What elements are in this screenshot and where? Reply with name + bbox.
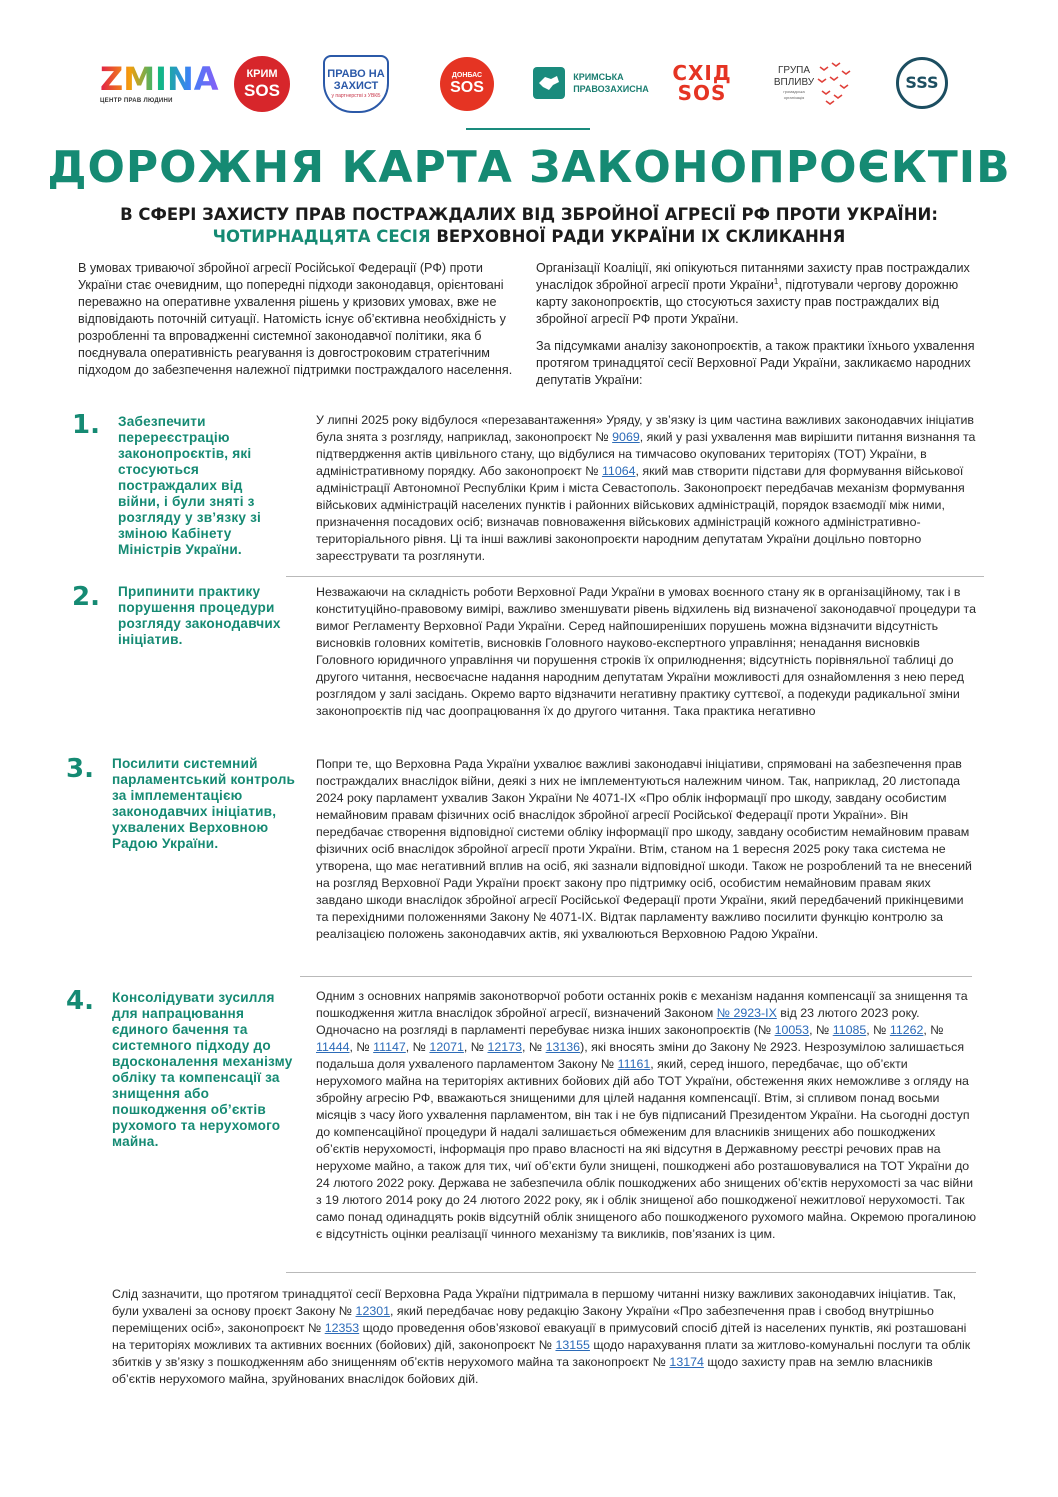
intro-right-column [536, 260, 976, 389]
body-text: щодо захисту прав на землю власників об’єктів нерухомого майна, зруйнованих внаслідок бойових дій. [112, 1355, 933, 1386]
bill-link-12071[interactable]: 12071 [429, 1040, 464, 1054]
shield-icon [323, 55, 389, 113]
crimean-human-rights-logo [526, 52, 656, 114]
crimea-map-icon [533, 67, 565, 99]
birds-icon [814, 59, 854, 107]
group-line1: ГРУПА [777, 65, 811, 76]
krym-sos-line2: SOS [244, 81, 280, 100]
shid-sos-line2: SOS [677, 81, 727, 105]
shid-sos-logo [672, 52, 732, 114]
body-text: , який передбачає нову редакцію Закону України «Про забезпечення прав і свобод внутрішньо переміщених осіб», законопроєкт № [112, 1304, 934, 1335]
body-text: Слід зазначити, що протягом тринадцятої сесії Верховна Рада України підтримала в першому читанні низку важливих законодавчих ініціатив. Так, були ухвалені за основу проєкт Закону № [112, 1287, 957, 1318]
body-text: щодо проведення обов’язкової евакуації в примусовий спосіб дітей із населених пунктів, які розташовані на територіях можливих та активних воєнних (бойових) дій, законопроєкт № [112, 1321, 967, 1352]
page-subtitle [0, 204, 1058, 248]
body-text: , № [521, 1040, 546, 1054]
subtitle-rest: ВЕРХОВНОЇ РАДИ УКРАЇНИ IX СКЛИКАННЯ [430, 227, 846, 246]
footnote-marker[interactable]: 1 [773, 276, 779, 286]
section-body: Незважаючи на складність роботи Верховної Ради України в умовах воєнного стану як в організаційному, так і в конституційно-правовому вимірі, важливо зменшувати рівень відхилень від визначеної законодавчої процедури та вимог Регламенту Верховної Ради України. Серед найпоширеніших порушень можна відзначити відсутність висновків головних комітетів, висновків Головного науково-експертного управління; ненадання висновків Головного юридичного управління чи порушення строків їх оприлюднення; відсутність порівняльної таблиці до другого читання, несвоєчасне надання народним депутатам України можливості для ознайомлення з нею перед розглядом у залі засідань. Окремо варто відзначити негативну практику суттєвої, а подекуди радикальної зміни законопроєктів під час доопрацювання їх до другого читання. Така практика негативно [316, 585, 976, 718]
section-heading: Припинити практику порушення процедури розгляду законодавчих ініціатив. [118, 584, 281, 647]
krym-sos-line1: КРИМ [246, 68, 278, 80]
body-text: , який, серед іншого, передбачає, що об’єкти нерухомого майна на територіях активних бойових дій або ТОТ України, обстеження яких неможливе з огляду на збройну агресію РФ, вважаються знищеними для цілей надання компенсації. Втім, зі спливом понад восьми місяців з часу його ухвалення парламентом, він так і не був підписаний Президентом України. На сьогодні доступ до компенсаційної процедури й надалі залишається обмеженим для власників знищених або пошкоджених об’єктів нерухомості, інформація про право власності на які відсутня в Державному реєстрі речових прав на нерухоме майно, а також для тих, чиї об’єкти були знищені, пошкоджені або розташовувалися на ТОТ України до 24 лютого 2022 року. Держава не забезпечила облік пошкоджених або знищених об’єктів нерухомості за час війни з 19 лютого 2014 року до 24 лютого 2022 року, як і облік знищеної або пошкодженої нежитлової нерухомості. Так само понад одинадцять років відсутній облік знищеного або пошкодженого рухомого майна. Окремою прогалиною є відсутність оцінки реалізації чинного механізму та викликів, пов’язаних із цим. [316, 1057, 977, 1241]
section-heading: Забезпечити перереєстрацію законопроєктів, які стосуються постраждалих від війни, і були зняті з розгляду у зв’язку зі зміною Кабінету Міністрів України. [118, 414, 261, 557]
bill-link-11147[interactable]: 11147 [373, 1040, 406, 1054]
crimea-line2: ПРАВОЗАХИСНА [573, 84, 649, 94]
section-divider [286, 1272, 976, 1273]
pravo-line3: у партнерстві з УВКБ [331, 93, 381, 99]
subtitle-highlight: ЧОТИРНАДЦЯТА СЕСІЯ [212, 227, 431, 246]
bill-link-9069[interactable]: 9069 [612, 430, 640, 444]
bill-link-11064[interactable]: 11064 [601, 464, 636, 478]
section-body [316, 988, 976, 1243]
shid-sos-line1: СХІД [672, 61, 732, 85]
section-number: 3. [66, 754, 94, 784]
intro-left-paragraph: В умовах триваючої збройної агресії Російської Федерації (РФ) проти України стає очевидним, що попередні підходи законодавця, орієнтовані переважно на оперативне ухвалення рішень у кризових умовах, вже не відповідають поточній ситуації. Натомість існує об’єктивна необхідність у розробленні та впровадженні системної законодавчої політики, яка б поєднувала оперативність реагування із довгостроковим стратегічним підходом до забезпечення належної підтримки постраждалого населення. [78, 261, 513, 377]
bill-link-11085[interactable]: 11085 [832, 1023, 867, 1037]
law-link-2923[interactable]: № 2923-IX [716, 1006, 777, 1020]
body-text: , № [923, 1023, 944, 1037]
body-text: , № [405, 1040, 430, 1054]
bill-link-11444[interactable]: 11444 [316, 1040, 350, 1054]
body-text: , який у разі ухвалення мав вирішити питання визнання та підтвердження актів цивільного стану, що відбулися на тимчасово окупованих територіях (ТОТ) України, в адміністративному порядку. Або законопроєкт № [316, 430, 976, 478]
intro-right-text: Організації Коаліції, які опікуються питаннями захисту прав постраждалих унаслідок збройної агресії проти України [536, 261, 970, 292]
bill-link-12353[interactable]: 12353 [324, 1321, 360, 1335]
section-divider [286, 576, 984, 577]
sss-logo [896, 57, 948, 109]
body-text: , № [349, 1040, 374, 1054]
bill-link-12301[interactable]: 12301 [355, 1304, 391, 1318]
donbas-sos-logo [440, 57, 494, 111]
body-text: , який мав створити підстави для формування військової адміністрації Автономної Республіки Крим і міста Севастополь. Законопроєкт передбачав механізм формування військових адміністрацій населених пунктів і районних військових адміністрацій, порядок взаємодії між ними, призначення посадових осіб; визначав повноваження військових адміністрацій кожного адміністративно-територіального рівня. Ці та інші важливі законопроєкти народним депутатам України доцільно повторно зареєструвати та розглянути. [316, 464, 965, 563]
subtitle-line1: В СФЕРІ ЗАХИСТУ ПРАВ ПОСТРАЖДАЛИХ ВІД ЗБРОЙНОЇ АГРЕСІЇ РФ ПРОТИ УКРАЇНИ: [120, 205, 938, 224]
section-number: 1. [72, 410, 100, 440]
bill-link-12173[interactable]: 12173 [487, 1040, 522, 1054]
section-divider [300, 976, 972, 977]
group-line2: ВПЛИВУ [773, 77, 815, 88]
krym-sos-logo [234, 56, 290, 112]
closing-paragraph [112, 1286, 974, 1388]
body-text: ), які вносять зміни до Закону № 2923. Незрозумілою залишається подальша доля ухваленого парламентом Закону № [316, 1040, 965, 1071]
zmina-wordmark: ZMINA [100, 60, 219, 98]
crimea-line1: КРИМСЬКА [573, 72, 624, 82]
law-link-11161[interactable]: 11161 [617, 1057, 651, 1071]
bill-link-13174[interactable]: 13174 [669, 1355, 704, 1369]
body-text: Одним з основних напрямів законотворчої роботи останніх років є механізм надання компенсації за знищення та пошкодження житла внаслідок збройної агресії, визначений Законом [316, 989, 968, 1020]
section-heading: Посилити системний парламентський контроль за імплементацією законодавчих ініціатив, ухвалених Верховною Радою України. [112, 756, 296, 851]
intro-right-paragraph-1 [536, 260, 976, 328]
bill-link-11262[interactable]: 11262 [889, 1023, 924, 1037]
intro-right-paragraph-2: За підсумками аналізу законопроєктів, а також практики їхнього ухвалення протягом тринадцятої сесії Верховної Ради України, закликаємо народних депутатів України: [536, 339, 975, 387]
sss-wordmark: SSS [905, 73, 939, 92]
pravo-na-zakhyst-logo [322, 54, 390, 114]
subtitle-line2 [0, 226, 1058, 248]
section-heading: Консолідувати зусилля для напрацювання єдиного бачення та системного підходу до вдосконалення механізму обліку та компенсації за знищення або пошкодження об’єктів рухомого та нерухомого майна. [112, 990, 293, 1149]
page-title: ДОРОЖНЯ КАРТА ЗАКОНОПРОЄКТІВ [47, 142, 1011, 193]
partner-logos [96, 52, 952, 118]
pravo-line2: ЗАХИСТ [333, 80, 379, 92]
donbas-sos-line2: SOS [450, 79, 484, 96]
body-text: У липні 2025 року відбулося «перезавантаження» Уряду, у зв’язку із цим частина важливих законодавчих ініціатив була знята з розгляду, наприклад, законопроєкт № [316, 413, 975, 444]
section-number: 2. [72, 582, 100, 612]
intro-left-column [78, 260, 518, 379]
bill-link-10053[interactable]: 10053 [774, 1023, 810, 1037]
section-body [316, 412, 976, 565]
bill-link-13136[interactable]: 13136 [545, 1040, 581, 1054]
intro-right-text-end: , підготували чергову дорожню карту законопроєктів, що стосуються захисту прав постраждалих від збройної агресії РФ проти України. [536, 278, 959, 326]
zmina-logo [100, 52, 219, 114]
pravo-line1: ПРАВО НА [327, 68, 385, 80]
title-divider [466, 128, 590, 130]
body-text: від 23 лютого 2023 року. Одночасно на розгляді в парламенті перебуває низка інших законопроєктів (№ [316, 1006, 920, 1037]
bill-link-13155[interactable]: 13155 [555, 1338, 590, 1352]
section-body: Попри те, що Верховна Рада України ухвалює важливі законодавчі ініціативи, спрямовані на забезпечення прав постраждалих внаслідок війни, деякі з них не імплементуються належним чином. Так, наприклад, 20 листопада 2024 року парламент ухвалив Закон України № 4071-IX «Про облік інформації про шкоду, завдану особистим немайновим правам фізичних осіб внаслідок збройної агресії Російської Федерації проти України». Він передбачає створення відповідної системи обліку інформації про шкоду, завдану особистим немайновим правам фізичних осіб внаслідок збройної агресії проти України. Втім, станом на 1 вересня 2025 року така система не утворена, що має негативний вплив на осіб, які зазнали відповідної шкоди. Також не розроблений та не внесений на розгляд Верховної Ради України проєкт закону про підтримку осіб, особистим немайновим правам яких завдано шкоди внаслідок збройної агресії Російської Федерації проти України, який передбачений прикінцевими та перехідними положеннями Закону № 4071-IX. Відтак парламенту важливо посилити функцію контролю за реалізацією положень законодавчих актів, які ухвалюються Верховною Радою України. [316, 757, 972, 941]
group-line3: громадська [783, 89, 805, 94]
section-number: 4. [66, 986, 94, 1016]
body-text: , № [463, 1040, 488, 1054]
zmina-subtitle: ЦЕНТР ПРАВ ЛЮДИНИ [100, 98, 173, 104]
body-text: щодо нарахування плати за житлово-комунальні послуги та облік збитків у зв’язку з пошкодженням або знищенням об’єктів нерухомого майна та законопроєкт № [112, 1338, 971, 1369]
body-text: , № [809, 1023, 833, 1037]
hrupa-vplyvu-logo [760, 52, 868, 114]
donbas-sos-line1: ДОНБАС [451, 72, 483, 79]
body-text: , № [866, 1023, 890, 1037]
group-line4: організація [783, 95, 805, 100]
